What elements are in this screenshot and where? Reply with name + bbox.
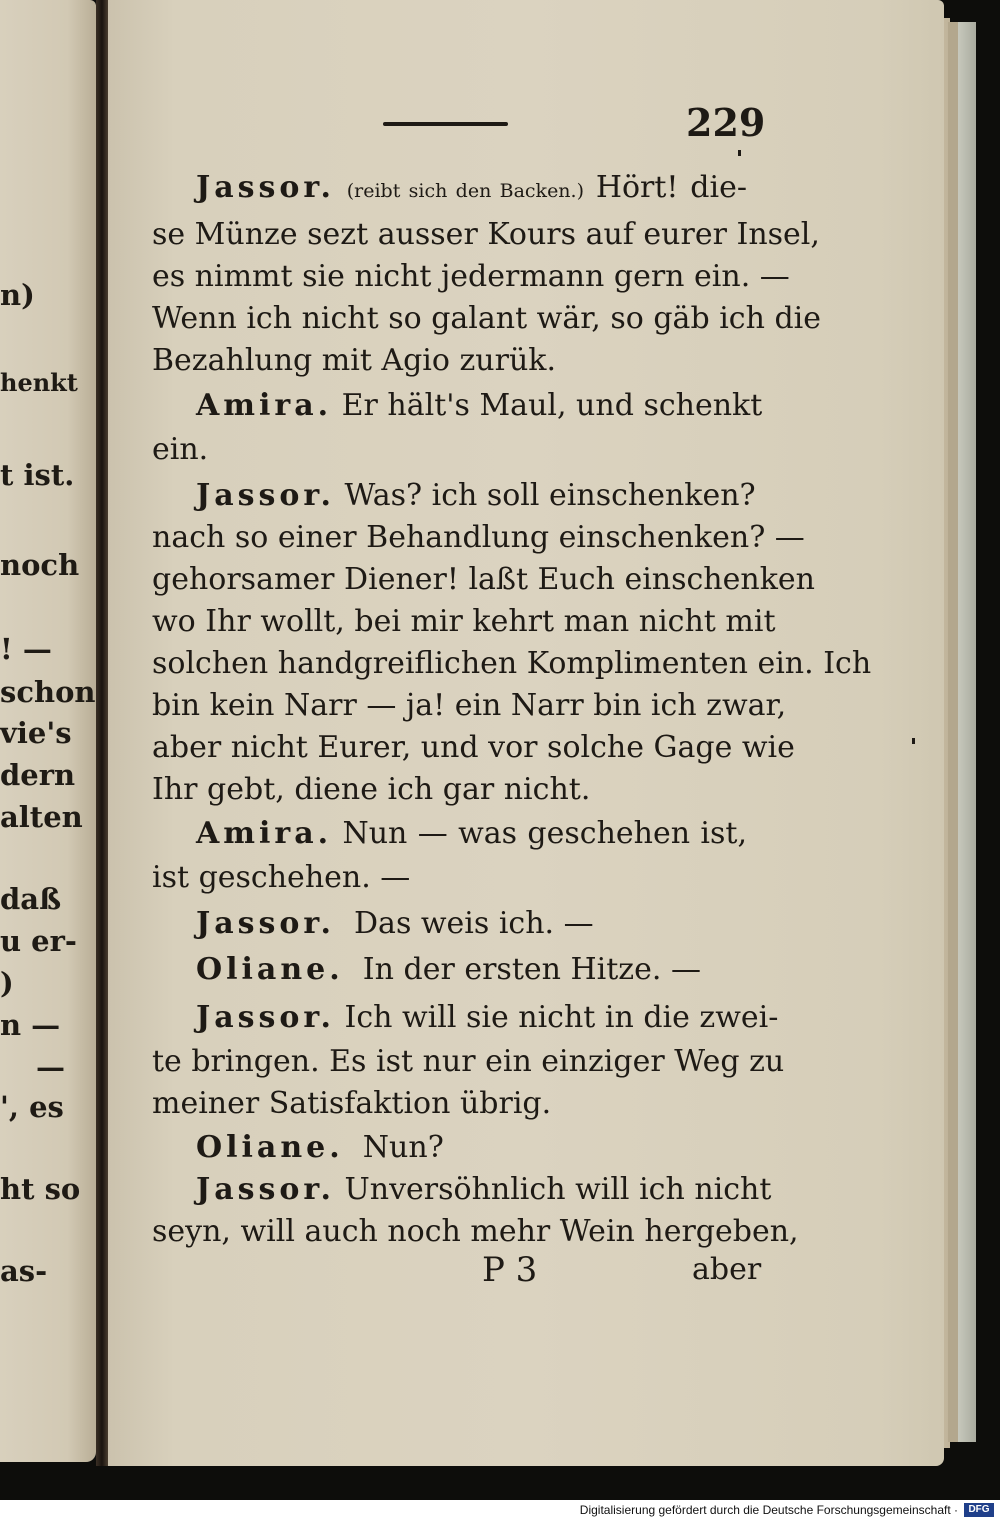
speaker-name: Jassor. — [196, 478, 335, 513]
text-line — [196, 1128, 444, 1168]
left-page-line: t ist. — [0, 458, 75, 492]
left-page-line: ', es — [0, 1090, 64, 1124]
speaker-name: Jassor. — [196, 906, 335, 941]
text-line — [196, 168, 747, 211]
line-text: Ich will sie nicht in die zwei- — [344, 1000, 779, 1035]
text-line: gehorsamer Diener! laßt Euch einschenken — [152, 562, 815, 597]
speaker-name: Oliane. — [196, 1130, 344, 1165]
left-page-line: — — [36, 1050, 65, 1084]
book-gutter — [96, 0, 108, 1466]
ink-speck — [912, 738, 915, 744]
text-line: meiner Satisfaktion übrig. — [152, 1086, 552, 1121]
left-page-line: daß — [0, 882, 62, 916]
line-text: Er hält's Maul, und schenkt — [341, 388, 763, 423]
ink-speck — [738, 150, 741, 156]
left-page-line: noch — [0, 548, 80, 582]
text-line: Ihr gebt, diene ich gar nicht. — [152, 772, 591, 807]
line-text: Hört! die- — [595, 170, 747, 205]
page-number: 229 — [686, 100, 766, 145]
text-line: aber nicht Eurer, und vor solche Gage wie — [152, 730, 795, 765]
text-line: bin kein Narr — ja! ein Narr bin ich zwar, — [152, 688, 787, 723]
left-page-line: ! — — [0, 632, 52, 666]
text-line: te bringen. Es ist nur ein einziger Weg zu — [152, 1044, 785, 1079]
color-strip — [958, 22, 976, 1442]
speaker-name: Oliane. — [196, 952, 344, 987]
left-page-line: u er- — [0, 924, 77, 958]
speaker-name: Jassor. — [196, 1000, 335, 1035]
text-line — [196, 386, 763, 426]
line-text: Nun? — [362, 1130, 444, 1165]
line-text: Das weis ich. — — [354, 906, 594, 941]
text-line: Bezahlung mit Agio zurük. — [152, 343, 556, 378]
text-line — [196, 998, 779, 1038]
digitization-footer — [0, 1500, 1000, 1522]
signature-mark: P 3 — [482, 1250, 538, 1290]
text-line — [196, 814, 747, 854]
line-text: In der ersten Hitze. — — [362, 952, 701, 987]
text-line — [196, 1170, 772, 1210]
text-line — [196, 476, 756, 516]
speaker-name: Jassor. — [196, 1172, 335, 1207]
speaker-name: Amira. — [196, 388, 333, 423]
text-line: es nimmt sie nicht jedermann gern ein. — — [152, 259, 790, 294]
left-page-line: henkt — [0, 368, 78, 397]
left-page-line: alten — [0, 800, 83, 834]
text-line: Wenn ich nicht so galant wär, so gäb ich die — [152, 301, 821, 336]
text-line — [196, 904, 594, 944]
text-line: ein. — [152, 432, 209, 467]
stage-direction: (reibt sich den Backen.) — [346, 180, 584, 202]
text-line — [196, 950, 701, 990]
left-page-line: as- — [0, 1254, 48, 1288]
text-line: nach so einer Behandlung einschenken? — — [152, 520, 805, 555]
left-page-line: n) — [0, 278, 35, 312]
text-line: wo Ihr wollt, bei mir kehrt man nicht mit — [152, 604, 776, 639]
left-page-line: dern — [0, 758, 76, 792]
catchword: aber — [692, 1252, 762, 1287]
left-page-fragment — [0, 0, 96, 1462]
dfg-logo: DFG — [964, 1503, 994, 1517]
line-text: Unversöhnlich will ich nicht — [344, 1172, 772, 1207]
left-page-line: n — — [0, 1008, 61, 1042]
line-text: Nun — was geschehen ist, — [342, 816, 747, 851]
left-page-line: ht so — [0, 1172, 81, 1206]
text-line: seyn, will auch noch mehr Wein hergeben, — [152, 1214, 799, 1249]
left-page-line: schon — [0, 675, 96, 709]
line-text: Was? ich soll einschenken? — [344, 478, 756, 513]
speaker-name: Jassor. — [196, 170, 335, 205]
left-page-line: ) — [0, 966, 14, 1000]
text-line: ist geschehen. — — [152, 860, 411, 895]
text-line: solchen handgreiflichen Komplimenten ein. Ich — [152, 646, 872, 681]
left-page-line: vie's — [0, 716, 72, 750]
speaker-name: Amira. — [196, 816, 333, 851]
header-rule — [383, 122, 508, 126]
footer-credit: Digitalisierung gefördert durch die Deutsche Forschungsgemeinschaft · — [579, 1503, 958, 1517]
text-line: se Münze sezt ausser Kours auf eurer Insel, — [152, 217, 820, 252]
